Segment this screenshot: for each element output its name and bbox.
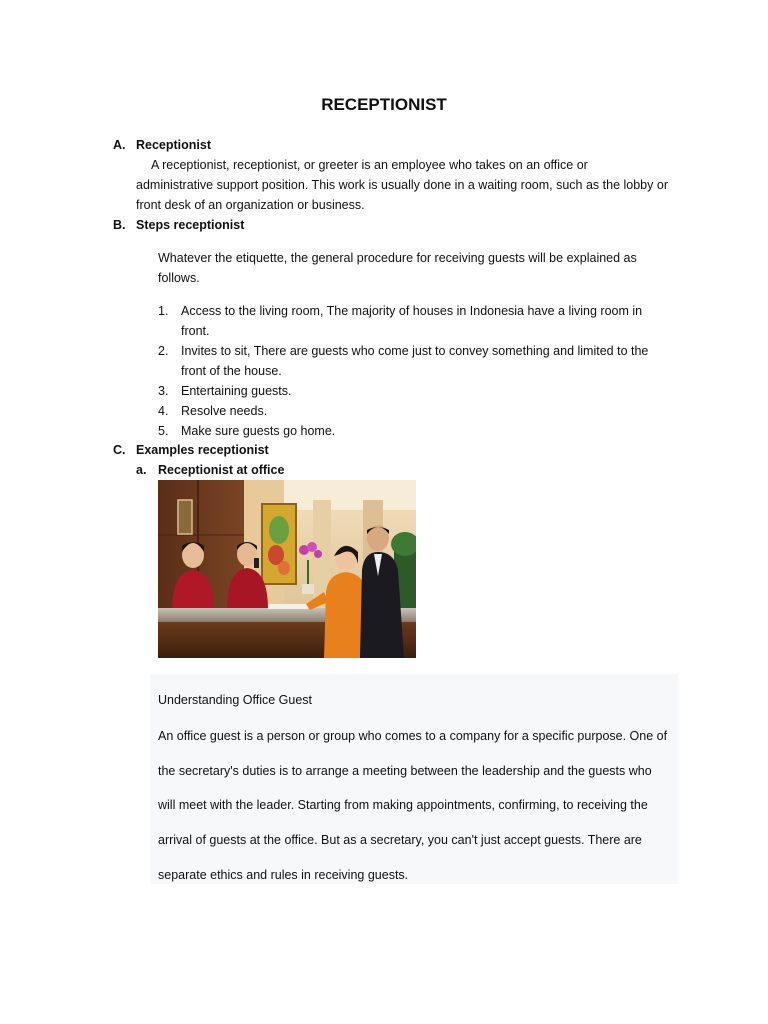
page-title: RECEPTIONIST [321,95,447,114]
section-a-line-1: A receptionist, receptionist, or greeter is an employee who takes on an office or [151,158,588,172]
section-a-marker: A. [113,138,126,152]
step-number: 3. [158,384,169,398]
step-number: 2. [158,344,169,358]
step-text: Access to the living room, The majority of houses in Indonesia have a living room in [181,304,643,318]
office-guest-line-5: separate ethics and rules in receiving guests. [158,868,409,882]
receptionist-photo [158,480,416,658]
section-a-heading: Receptionist [136,138,212,152]
section-b-heading: Steps receptionist [136,218,245,232]
section-b-intro-line-1: Whatever the etiquette, the general procedure for receiving guests will be explained as [158,251,637,265]
office-guest-line-3: will meet with the leader. Starting from making appointments, confirming, to receiving the [158,798,648,812]
step-text: Resolve needs. [181,404,268,418]
section-c-marker: C. [113,443,126,457]
subsection-a-marker: a. [136,463,147,477]
step-text: Invites to sit, There are guests who come just to convey something and limited to the [181,344,649,358]
step-number: 4. [158,404,169,418]
office-guest-line-2: the secretary's duties is to arrange a meeting between the leadership and the guests who [158,764,652,778]
section-c-heading: Examples receptionist [136,443,269,457]
section-b-intro-line-2: follows. [158,271,200,285]
section-b-marker: B. [113,218,126,232]
step-number: 5. [158,424,169,438]
step-number: 1. [158,304,169,318]
step-text: Make sure guests go home. [181,424,336,438]
step-text: Entertaining guests. [181,384,292,398]
step-text: front. [181,324,210,338]
step-text: front of the house. [181,364,282,378]
office-guest-line-1: An office guest is a person or group who comes to a company for a specific purpose. One of [158,729,668,743]
office-guest-line-4: arrival of guests at the office. But as a secretary, you can't just accept guests. There are [158,833,642,847]
section-a-line-2: administrative support position. This work is usually done in a waiting room, such as the lobby or [136,178,668,192]
subsection-a-heading: Receptionist at office [158,463,285,477]
office-guest-heading: Understanding Office Guest [158,693,313,707]
section-a-line-3: front desk of an organization or business. [136,198,365,212]
